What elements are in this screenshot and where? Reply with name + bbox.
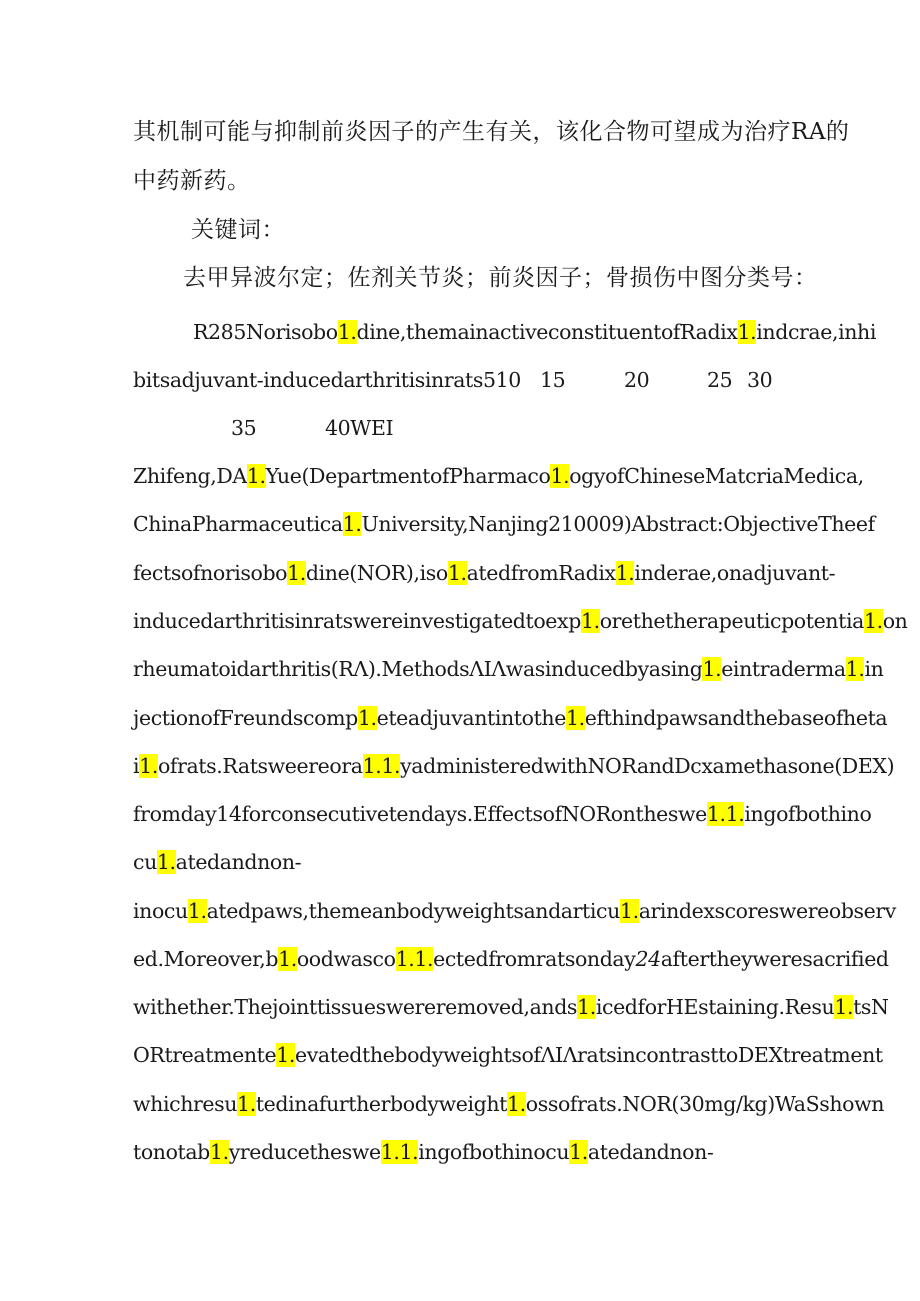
text-run: tsN (853, 995, 889, 1019)
text-line (133, 1137, 713, 1167)
highlight: 1.1. (380, 1140, 419, 1164)
text-run: yadministeredwithNORandDcxamethasone(DEX) (400, 754, 895, 778)
text-line (133, 509, 875, 539)
text-line (133, 461, 864, 491)
highlight: 1. (507, 1092, 526, 1116)
text-line (133, 992, 889, 1022)
highlight: 1. (737, 320, 757, 344)
text-line (133, 1040, 883, 1070)
text-line (133, 944, 889, 974)
text-line (133, 654, 883, 684)
text-run: 24 (635, 947, 661, 971)
text-run: 30 (747, 368, 773, 392)
highlight: 1. (276, 1043, 295, 1067)
text-run: ORtreatmente (133, 1043, 277, 1067)
highlight: 1. (702, 657, 722, 681)
text-line (193, 317, 876, 347)
text-run: whichresu (133, 1092, 238, 1116)
highlight: 1. (447, 561, 467, 585)
text-run: tonotab (133, 1140, 210, 1164)
paragraph-line: 中药新药。 (133, 168, 251, 194)
text-line (133, 799, 871, 829)
highlight: 1. (209, 1140, 229, 1164)
text-run: bitsadjuvant-inducedarthritisinrats510 (133, 368, 521, 392)
text-line (133, 413, 533, 443)
text-run: R285Norisobo (193, 320, 338, 344)
text-run: efthindpawsandthebaseofheta (584, 706, 888, 730)
text-run: oodwasco (296, 947, 396, 971)
text-run: atedandnon- (587, 1140, 714, 1164)
text-run: ectedfromratsonday (433, 947, 636, 971)
keywords-label: 关键词： (191, 217, 285, 243)
highlight: 1. (619, 899, 639, 923)
text-line (133, 606, 907, 636)
text-run: ogyofChineseMatcriaMedica, (569, 464, 864, 488)
text-run: tedinafurtherbodyweight (255, 1092, 508, 1116)
highlight: 1. (550, 464, 570, 488)
text-run: 20 (624, 368, 650, 392)
highlight: 1. (287, 561, 306, 585)
text-run: ingofbothinocu (418, 1140, 570, 1164)
highlight: 1. (156, 850, 176, 874)
text-run: indcrae,inhi (756, 320, 877, 344)
text-run: 35 (231, 416, 257, 440)
text-run: Zhifeng,DA (133, 464, 247, 488)
text-run: ChinaPharmaceutica (133, 512, 343, 536)
highlight: 1. (357, 706, 377, 730)
text-run: eteadjuvantintothe (376, 706, 566, 730)
text-line (133, 751, 894, 781)
text-run: inducedarthritisinratswereinvestigatedtoexp (133, 609, 581, 633)
text-run: in (864, 657, 884, 681)
text-line (133, 558, 835, 588)
highlight: 1. (577, 995, 596, 1019)
text-run: jectionofFreundscomp (133, 706, 358, 730)
text-run: arindexscoreswereobserv (638, 899, 896, 923)
highlight: 1.1. (395, 947, 434, 971)
text-run: 40WEI (325, 416, 394, 440)
highlight: 1. (246, 464, 266, 488)
highlight: 1. (863, 609, 883, 633)
text-line (133, 896, 896, 926)
text-run: ofrats.Ratsweereora (157, 754, 363, 778)
text-run: withether.Thejointtissueswereremoved,ands (133, 995, 578, 1019)
text-run: icedforHEstaining.Resu (595, 995, 835, 1019)
text-run: atedfromRadix (466, 561, 616, 585)
text-run: dine(NOR),iso (305, 561, 448, 585)
text-run: ingofbothino (744, 802, 872, 826)
highlight: 1. (187, 899, 207, 923)
highlight: 1. (278, 947, 297, 971)
keywords-line: 去甲异波尔定；佐剂关节炎；前炎因子；骨损伤中图分类号： (183, 265, 818, 291)
text-run: fromday14forconsecutivetendays.EffectsofNORontheswe (133, 802, 707, 826)
highlight: 1.1. (362, 754, 401, 778)
text-run: 15 (540, 368, 566, 392)
highlight: 1. (139, 754, 158, 778)
text-run: cu (133, 850, 157, 874)
text-run: 25 (707, 368, 733, 392)
text-line (133, 1089, 884, 1119)
highlight: 1. (337, 320, 357, 344)
text-run: ed.Moreover,b (133, 947, 279, 971)
highlight: 1. (565, 706, 585, 730)
highlight: 1. (342, 512, 362, 536)
text-run: inocu (133, 899, 188, 923)
highlight: 1. (834, 995, 854, 1019)
paragraph-line: 其机制可能与抑制前炎因子的产生有关，该化合物可望成为治疗RA的 (133, 119, 850, 145)
text-run: i (133, 754, 140, 778)
text-line (133, 847, 301, 877)
text-line (133, 365, 833, 395)
text-run: University,Nanjing210009)Abstract:ObjectiveTheef (361, 512, 875, 536)
text-run: atedandnon- (175, 850, 302, 874)
text-run: yreducetheswe (228, 1140, 381, 1164)
highlight: 1.1. (706, 802, 745, 826)
text-run: eintraderma (721, 657, 846, 681)
text-run: dine,themainactiveconstituentofRadix (356, 320, 738, 344)
text-line (133, 703, 887, 733)
text-run: Yue(DepartmentofPharmaco (265, 464, 551, 488)
text-run: ossofrats.NOR(30mg/kg)WaSshown (525, 1092, 885, 1116)
text-run: rheumatoidarthritis(RΛ).MethodsΛIΛwasinducedbyasing (133, 657, 703, 681)
text-run: fectsofnorisobo (133, 561, 288, 585)
text-run: orethetherapeuticpotentia (599, 609, 864, 633)
text-run: atedpaws,themeanbodyweightsandarticu (206, 899, 620, 923)
text-run: inderae,onadjuvant- (634, 561, 836, 585)
text-run: evatedthebodyweightsofΛIΛratsincontrasttoDEXtreatment (294, 1043, 883, 1067)
text-run: on (882, 609, 908, 633)
highlight: 1. (615, 561, 635, 585)
highlight: 1. (580, 609, 600, 633)
highlight: 1. (237, 1092, 256, 1116)
highlight: 1. (845, 657, 865, 681)
highlight: 1. (569, 1140, 588, 1164)
text-run: aftertheyweresacrified (660, 947, 889, 971)
